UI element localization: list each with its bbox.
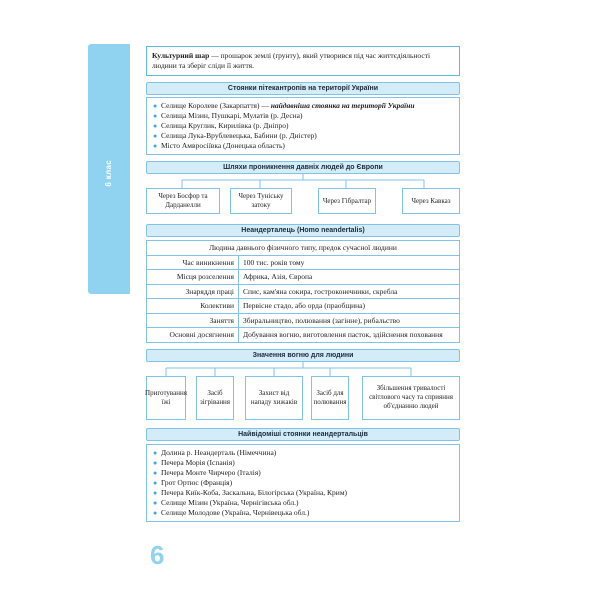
route-box: Через Туніську затоку (230, 188, 292, 214)
row-label: Час виникнення (147, 255, 239, 270)
bullet-icon: ● (153, 508, 158, 517)
fire-use-box: Засіб зігрівання (196, 376, 234, 420)
row-value: Первісне стадо, або орда (праобщина) (239, 299, 460, 314)
list-item (153, 101, 453, 111)
bullet-icon: ● (153, 112, 158, 120)
fire-use-box: Приготування їжі (146, 376, 186, 420)
table-row (147, 328, 460, 343)
row-value: Добування вогню, виготовлення пасток, здійснення поховання (239, 328, 460, 343)
pithecanthropus-heading: Стоянки пітекантропів на території України (146, 82, 460, 95)
list-item: ● Селище Мізин (Україна, Чернігівська обл.) (153, 497, 299, 507)
fire-heading: Значення вогню для людини (146, 349, 460, 362)
row-value: Африка, Азія, Європа (239, 270, 460, 285)
list-item-text: Селище Королеве (Закарпаття) — (161, 101, 271, 110)
bullet-icon: ● (153, 468, 158, 477)
definition-text: — прошарок землі (ґрунту), який утворився під час життєдіяльності людини та зберіг сліди її життя. (152, 51, 431, 70)
definition-term: Культурний шар (152, 51, 210, 60)
route-box: Через Гібралтар (318, 188, 376, 214)
bullet-icon: ● (153, 478, 158, 487)
routes-heading: Шляхи проникнення давніх людей до Європи (146, 161, 460, 174)
row-label: Основні досягнення (147, 328, 239, 343)
row-label: Колективи (147, 299, 239, 314)
bullet-icon: ● (153, 498, 158, 507)
row-label: Місця розселення (147, 270, 239, 285)
bullet-icon: ● (153, 122, 158, 130)
table-row (147, 270, 460, 285)
table-row (147, 255, 460, 270)
table-row (147, 313, 460, 328)
list-item: ● Долина р. Неандерталь (Німеччина) (153, 447, 277, 457)
sites-list (146, 444, 460, 522)
route-box: Через Кавказ (402, 188, 460, 214)
list-item: ● Печера Монте Чирчеро (Італія) (153, 467, 261, 477)
bullet-icon: ● (153, 132, 158, 140)
row-label: Знаряддя праці (147, 284, 239, 299)
row-value: Спис, кам'яна сокира, гостроконечники, скребла (239, 284, 460, 299)
bullet-icon: ● (153, 142, 158, 150)
list-item-emphasis: найдавніша стоянка на території України (270, 101, 415, 110)
fire-use-box: Захист від нападу хижаків (245, 376, 303, 420)
table-row (147, 241, 460, 256)
list-item: ● Печера Морія (Іспанія) (153, 457, 235, 467)
grade-label: 6 клас (104, 160, 113, 187)
table-row (147, 299, 460, 314)
list-item: ● Селища Круглик, Кирилівка (р. Дніпро) (153, 121, 289, 130)
bullet-icon: ● (153, 448, 158, 457)
fire-use-box: Засіб для полювання (311, 376, 349, 420)
row-value: 100 тис. років тому (239, 255, 460, 270)
route-box: Через Босфор та Дарданелли (146, 188, 220, 214)
table-intro: Людина давнього фізичного типу, предок сучасної людини (147, 241, 460, 256)
row-label: Заняття (147, 313, 239, 328)
fire-diagram (146, 362, 460, 424)
list-item: ● Селище Молодове (Україна, Чернівецька обл.) (153, 507, 310, 517)
bullet-icon: ● (153, 458, 158, 467)
list-item: ● Місто Амвросіївка (Донецька область) (153, 141, 285, 150)
row-value: Збиральництво, полювання (загінне), рибальство (239, 313, 460, 328)
list-item: ● Грот Ортюс (Франція) (153, 477, 233, 487)
list-item: ● Селища Лука-Врублевецька, Бабини (р. Дністер) (153, 131, 317, 140)
page-content (146, 46, 460, 522)
fire-use-box: Збільшення тривалості світлового часу та сприяння об'єднанню людей (362, 376, 460, 420)
sites-heading: Найвідоміші стоянки неандертальців (146, 428, 460, 441)
table-row (147, 284, 460, 299)
bullet-icon: ● (153, 102, 158, 110)
page-number: 6 (150, 540, 165, 570)
pithecanthropus-list (146, 97, 460, 155)
bullet-icon: ● (153, 488, 158, 497)
list-item: ● Селища Мізин, Пушкарі, Мулатів (р. Десна) (153, 111, 303, 120)
neanderthal-table (146, 240, 460, 343)
routes-diagram (146, 174, 460, 220)
list-item: ● Печера Киїк-Коба, Заскальна, Білогірська (Україна, Крим) (153, 487, 348, 497)
definition-box (146, 46, 460, 76)
neanderthal-heading: Неандерталець (Homo neandertalis) (146, 224, 460, 237)
